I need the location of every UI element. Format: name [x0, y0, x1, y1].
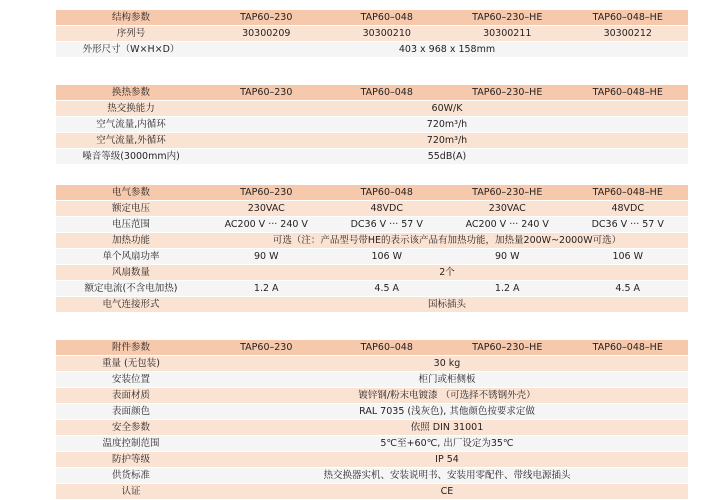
electrical-header-row: [56, 185, 688, 201]
table-cell: 镀锌钢/粉末电镀漆 （可选择不锈钢外壳）: [206, 388, 688, 404]
heat-table: [56, 85, 688, 165]
row-label: 热交换能力: [56, 101, 206, 117]
table-header-cell: TAP60–230–HE: [447, 340, 568, 356]
table-cell: 1.2 A: [206, 281, 327, 297]
table-row: [56, 356, 688, 372]
table-row: [56, 388, 688, 404]
row-label: 加热功能: [56, 233, 206, 249]
table-header-cell: TAP60–048: [327, 185, 448, 201]
row-label: 空气流量,外循环: [56, 133, 206, 149]
table-row: [56, 117, 688, 133]
table-cell: 55dB(A): [206, 149, 688, 165]
row-label: 外形尺寸（W×H×D）: [56, 42, 206, 58]
table-cell: 403 x 968 x 158mm: [206, 42, 688, 58]
heat-header-row: [56, 85, 688, 101]
table-cell: AC200 V ··· 240 V: [447, 217, 568, 233]
row-label: 电压范围: [56, 217, 206, 233]
table-row: [56, 101, 688, 117]
table-header-cell: TAP60–230: [206, 10, 327, 26]
table-row: [56, 297, 688, 313]
table-cell: DC36 V ··· 57 V: [568, 217, 689, 233]
table-header-cell: TAP60–048–HE: [568, 10, 689, 26]
table-cell: 48VDC: [327, 201, 448, 217]
row-label: 认证: [56, 484, 206, 500]
row-label: 单个风扇功率: [56, 249, 206, 265]
table-row: [56, 420, 688, 436]
table-row: [56, 217, 688, 233]
table-cell: RAL 7035 (浅灰色), 其他颜色按要求定做: [206, 404, 688, 420]
table-header-cell: TAP60–230: [206, 85, 327, 101]
row-label: 风扇数量: [56, 265, 206, 281]
table-row: [56, 452, 688, 468]
table-cell: 720m³/h: [206, 133, 688, 149]
table-header-cell: TAP60–048–HE: [568, 85, 689, 101]
table-header-cell: TAP60–230–HE: [447, 85, 568, 101]
table-cell: 可选（注：产品型号带HE的表示该产品有加热功能，加热量200W~2000W可选）: [206, 233, 688, 249]
table-row: [56, 249, 688, 265]
row-label: 空气流量,内循环: [56, 117, 206, 133]
table-header-cell: TAP60–230–HE: [447, 185, 568, 201]
table-cell: 1.2 A: [447, 281, 568, 297]
table-cell: 30 kg: [206, 356, 688, 372]
row-label: 电气连接形式: [56, 297, 206, 313]
table-cell: 国标插头: [206, 297, 688, 313]
table-cell: 柜门或柜侧板: [206, 372, 688, 388]
table-row: [56, 265, 688, 281]
row-label: 供货标准: [56, 468, 206, 484]
row-label: 安全参数: [56, 420, 206, 436]
table-header-cell: TAP60–048: [327, 340, 448, 356]
accessory-header-row: [56, 340, 688, 356]
electrical-table: [56, 185, 688, 313]
table-row: [56, 436, 688, 452]
table-cell: 依照 DIN 31001: [206, 420, 688, 436]
table-cell: AC200 V ··· 240 V: [206, 217, 327, 233]
row-label: 序列号: [56, 26, 206, 42]
table-cell: 5℃至+60℃, 出厂设定为35℃: [206, 436, 688, 452]
table-header-cell: 结构参数: [56, 10, 206, 26]
table-row: [56, 233, 688, 249]
table-cell: IP 54: [206, 452, 688, 468]
table-cell: 4.5 A: [327, 281, 448, 297]
table-row: [56, 404, 688, 420]
row-label: 表面材质: [56, 388, 206, 404]
row-label: 额定电压: [56, 201, 206, 217]
table-header-cell: TAP60–230–HE: [447, 10, 568, 26]
table-cell: 106 W: [327, 249, 448, 265]
table-cell: 230VAC: [447, 201, 568, 217]
table-cell: DC36 V ··· 57 V: [327, 217, 448, 233]
table-cell: 90 W: [206, 249, 327, 265]
structure-header-row: [56, 10, 688, 26]
table-row: [56, 149, 688, 165]
table-row: [56, 468, 688, 484]
table-cell: 60W/K: [206, 101, 688, 117]
table-header-cell: TAP60–048: [327, 10, 448, 26]
accessory-table: [56, 340, 688, 500]
table-cell: 30300212: [568, 26, 689, 42]
table-cell: 30300210: [327, 26, 448, 42]
table-header-cell: 电气参数: [56, 185, 206, 201]
row-label: 表面颜色: [56, 404, 206, 420]
table-cell: 30300209: [206, 26, 327, 42]
table-header-cell: 换热参数: [56, 85, 206, 101]
table-row: [56, 42, 688, 58]
table-cell: 30300211: [447, 26, 568, 42]
table-cell: 4.5 A: [568, 281, 689, 297]
table-header-cell: TAP60–048–HE: [568, 185, 689, 201]
table-row: [56, 484, 688, 500]
structure-table: [56, 10, 688, 58]
table-cell: 230VAC: [206, 201, 327, 217]
row-label: 温度控制范围: [56, 436, 206, 452]
table-cell: 720m³/h: [206, 117, 688, 133]
table-header-cell: 附件参数: [56, 340, 206, 356]
row-label: 重量 (无包装): [56, 356, 206, 372]
row-label: 噪音等级(3000mm内): [56, 149, 206, 165]
table-header-cell: TAP60–048: [327, 85, 448, 101]
table-cell: 90 W: [447, 249, 568, 265]
table-row: [56, 133, 688, 149]
table-header-cell: TAP60–230: [206, 340, 327, 356]
table-row: [56, 201, 688, 217]
table-cell: 热交换器实机、安装说明书、安装用零配件、带线电源插头: [206, 468, 688, 484]
row-label: 防护等级: [56, 452, 206, 468]
table-row: [56, 26, 688, 42]
table-row: [56, 281, 688, 297]
table-cell: 106 W: [568, 249, 689, 265]
table-header-cell: TAP60–230: [206, 185, 327, 201]
table-cell: 48VDC: [568, 201, 689, 217]
table-cell: CE: [206, 484, 688, 500]
table-cell: 2个: [206, 265, 688, 281]
row-label: 安装位置: [56, 372, 206, 388]
row-label: 额定电流(不含电加热): [56, 281, 206, 297]
table-header-cell: TAP60–048–HE: [568, 340, 689, 356]
table-row: [56, 372, 688, 388]
